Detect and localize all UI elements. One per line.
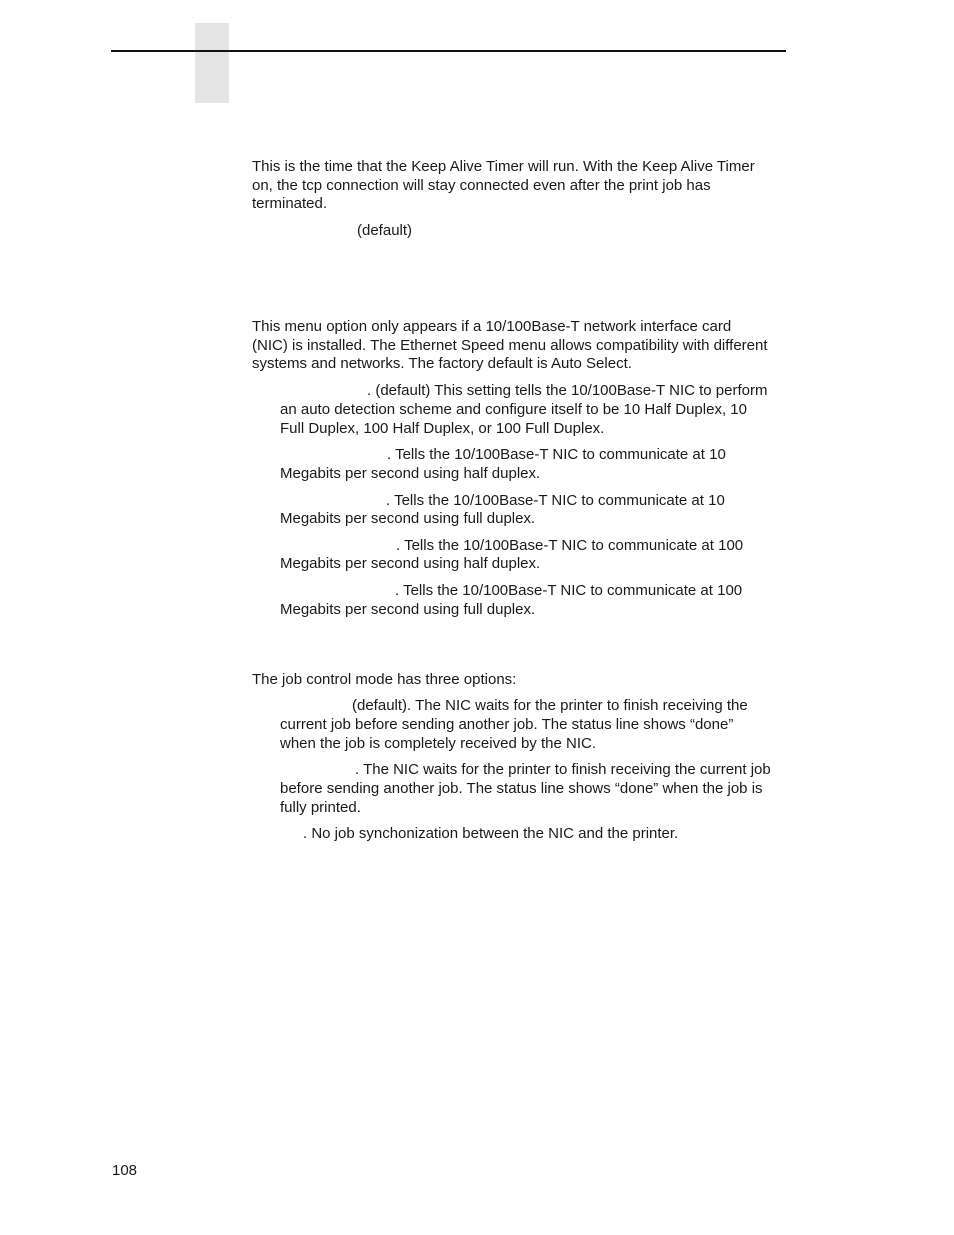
ethernet-option-10-full-line-2: Megabits per second using full duplex. — [280, 510, 536, 527]
ethernet-option-100-half-line-1: . Tells the 10/100Base-T NIC to communicate at 100 — [396, 537, 744, 554]
job-control-option-1-line-3: when the job is completely received by the NIC. — [280, 735, 596, 752]
keep-alive-text-line-3: terminated. — [252, 195, 328, 212]
header-rule — [111, 50, 786, 52]
ethernet-speed-text-line-2: (NIC) is installed. The Ethernet Speed menu allows compatibility with different — [252, 337, 768, 354]
job-control-option-2-line-1: . The NIC waits for the printer to finish receiving the current job — [355, 761, 771, 778]
ethernet-option-100-full-line-2: Megabits per second using full duplex. — [280, 601, 536, 618]
ethernet-option-auto-line-1: . (default) This setting tells the 10/100Base-T NIC to perform — [367, 382, 768, 399]
ethernet-option-10-full-line-1: . Tells the 10/100Base-T NIC to communicate at 10 — [386, 492, 725, 509]
keep-alive-text-line-1: This is the time that the Keep Alive Timer will run. With the Keep Alive Timer — [252, 158, 755, 175]
job-control-intro: The job control mode has three options: — [252, 671, 517, 688]
ethernet-option-auto-line-3: Full Duplex, 100 Half Duplex, or 100 Full Duplex. — [280, 420, 605, 437]
job-control-option-1-line-1: (default). The NIC waits for the printer to finish receiving the — [352, 697, 748, 714]
job-control-option-2-line-3: fully printed. — [280, 799, 361, 816]
chapter-tab-marker — [195, 23, 229, 103]
job-control-option-1-line-2: current job before sending another job. The status line shows “done” — [280, 716, 734, 733]
keep-alive-text-line-2: on, the tcp connection will stay connected even after the print job has — [252, 177, 711, 194]
ethernet-speed-text-line-1: This menu option only appears if a 10/100Base-T network interface card — [252, 318, 732, 335]
job-control-option-3-line-1: . No job synchonization between the NIC and the printer. — [303, 825, 679, 842]
ethernet-option-100-full-line-1: . Tells the 10/100Base-T NIC to communicate at 100 — [395, 582, 743, 599]
job-control-option-2-line-2: before sending another job. The status line shows “done” when the job is — [280, 780, 763, 797]
keep-alive-default-note: (default) — [357, 222, 413, 239]
ethernet-option-auto-line-2: an auto detection scheme and configure itself to be 10 Half Duplex, 10 — [280, 401, 747, 418]
page-number: 108 — [112, 1162, 138, 1179]
ethernet-option-100-half-line-2: Megabits per second using half duplex. — [280, 555, 541, 572]
ethernet-speed-text-line-3: systems and networks. The factory default is Auto Select. — [252, 355, 632, 372]
ethernet-option-10-half-line-1: . Tells the 10/100Base-T NIC to communicate at 10 — [387, 446, 726, 463]
ethernet-option-10-half-line-2: Megabits per second using half duplex. — [280, 465, 541, 482]
